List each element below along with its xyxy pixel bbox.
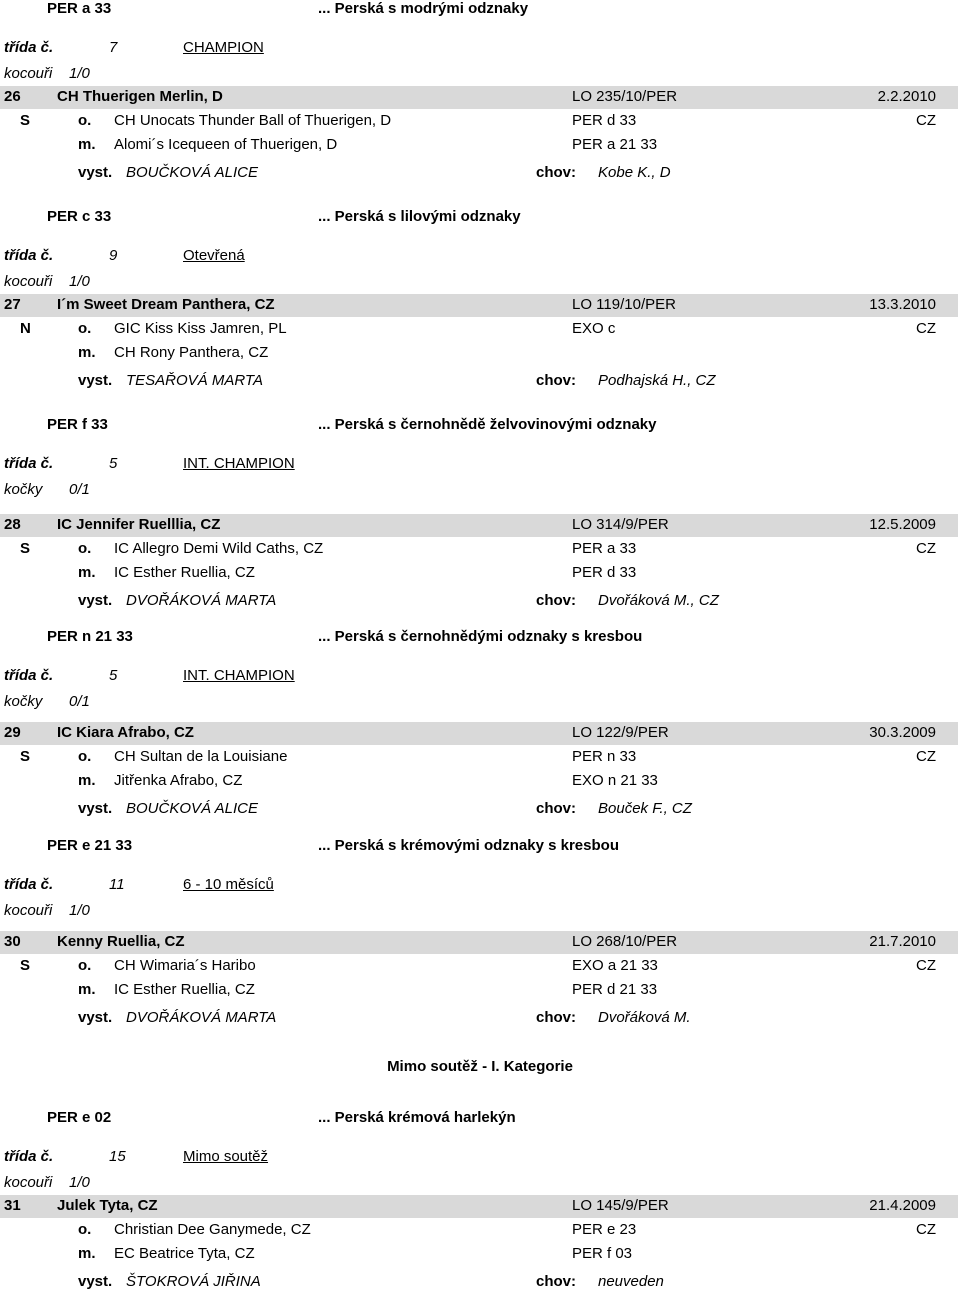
sex-label: kocouři (4, 273, 53, 290)
exhibitor-label: vyst. (78, 800, 113, 817)
country: CZ (916, 957, 936, 974)
breeder-label: chov: (536, 164, 577, 181)
breeder-name: Kobe K., D (598, 164, 671, 181)
country: CZ (916, 320, 936, 337)
father-label: o. (78, 957, 92, 974)
class-number: 11 (109, 876, 125, 893)
cat-name: I´m Sweet Dream Panthera, CZ (57, 296, 275, 313)
exhibitor-label: vyst. (78, 592, 113, 609)
father-code: PER a 33 (572, 540, 637, 557)
entry-count: 0/1 (69, 481, 90, 498)
birth-date: 12.5.2009 (869, 516, 936, 533)
breeder-label: chov: (536, 1273, 577, 1290)
exhibitor-name: ŠTOKROVÁ JIŘINA (126, 1273, 261, 1290)
sex-label: kočky (4, 693, 43, 710)
exhibitor-label: vyst. (78, 372, 113, 389)
cat-number: 27 (4, 296, 21, 313)
cat-mark: N (20, 320, 31, 337)
class-number: 5 (109, 667, 118, 684)
breed-code: PER f 33 (47, 416, 108, 433)
mother-code: PER d 21 33 (572, 981, 658, 998)
breed-description: ... Perská s černohnědými odznaky s kresbou (318, 628, 643, 645)
mother-name: Alomi´s Icequeen of Thuerigen, D (114, 136, 338, 153)
cat-number: 30 (4, 933, 21, 950)
exhibitor-label: vyst. (78, 1009, 113, 1026)
mother-label: m. (78, 564, 96, 581)
mother-code: PER f 03 (572, 1245, 633, 1262)
birth-date: 30.3.2009 (869, 724, 936, 741)
exhibitor-name: BOUČKOVÁ ALICE (126, 164, 258, 181)
father-name: GIC Kiss Kiss Jamren, PL (114, 320, 287, 337)
country: CZ (916, 748, 936, 765)
father-code: EXO c (572, 320, 616, 337)
breed-code: PER c 33 (47, 208, 112, 225)
class-number: 9 (109, 247, 118, 264)
father-name: CH Wimaria´s Haribo (114, 957, 256, 974)
class-name: INT. CHAMPION (183, 667, 295, 684)
country: CZ (916, 540, 936, 557)
mother-label: m. (78, 344, 96, 361)
mother-label: m. (78, 136, 96, 153)
cat-name: Kenny Ruellia, CZ (57, 933, 185, 950)
breed-code: PER e 02 (47, 1109, 112, 1126)
exhibitor-name: DVOŘÁKOVÁ MARTA (126, 592, 277, 609)
cat-number: 26 (4, 88, 21, 105)
class-label: třída č. (4, 667, 54, 684)
father-name: CH Sultan de la Louisiane (114, 748, 288, 765)
country: CZ (916, 1221, 936, 1238)
father-name: CH Unocats Thunder Ball of Thuerigen, D (114, 112, 392, 129)
cat-mark: S (20, 540, 31, 557)
exhibitor-name: TESAŘOVÁ MARTA (126, 372, 263, 389)
sex-label: kocouři (4, 65, 53, 82)
entry-count: 1/0 (69, 65, 90, 82)
mother-label: m. (78, 981, 96, 998)
mother-label: m. (78, 1245, 96, 1262)
registration-number: LO 235/10/PER (572, 88, 678, 105)
father-label: o. (78, 320, 92, 337)
class-name: Mimo soutěž (183, 1148, 269, 1165)
mother-code: PER a 21 33 (572, 136, 658, 153)
breeder-label: chov: (536, 1009, 577, 1026)
father-code: PER e 23 (572, 1221, 637, 1238)
mother-name: IC Esther Ruellia, CZ (114, 981, 255, 998)
entry-count: 1/0 (69, 902, 90, 919)
cat-name: IC Jennifer Ruelllia, CZ (57, 516, 221, 533)
sex-label: kočky (4, 481, 43, 498)
breeder-label: chov: (536, 372, 577, 389)
country: CZ (916, 112, 936, 129)
breed-code: PER n 21 33 (47, 628, 133, 645)
birth-date: 2.2.2010 (877, 88, 936, 105)
mother-name: EC Beatrice Tyta, CZ (114, 1245, 255, 1262)
sex-label: kocouři (4, 1174, 53, 1191)
sex-label: kocouři (4, 902, 53, 919)
entry-count: 1/0 (69, 1174, 90, 1191)
breeder-name: Dvořáková M. (598, 1009, 691, 1026)
cat-name: IC Kiara Afrabo, CZ (57, 724, 194, 741)
breeder-name: neuveden (598, 1273, 664, 1290)
class-number: 15 (109, 1148, 126, 1165)
class-name: CHAMPION (183, 39, 264, 56)
breed-description: ... Perská s krémovými odznaky s kresbou (318, 837, 619, 854)
father-label: o. (78, 748, 92, 765)
breeder-name: Podhajská H., CZ (598, 372, 716, 389)
breeder-name: Dvořáková M., CZ (598, 592, 719, 609)
father-label: o. (78, 112, 92, 129)
cat-mark: S (20, 112, 31, 129)
father-code: EXO a 21 33 (572, 957, 658, 974)
class-number: 5 (109, 455, 118, 472)
breeder-label: chov: (536, 592, 577, 609)
father-label: o. (78, 540, 92, 557)
registration-number: LO 122/9/PER (572, 724, 669, 741)
exhibitor-label: vyst. (78, 164, 113, 181)
birth-date: 21.4.2009 (869, 1197, 936, 1214)
class-label: třída č. (4, 455, 54, 472)
cat-name: Julek Tyta, CZ (57, 1197, 158, 1214)
class-name: 6 - 10 měsíců (183, 876, 274, 893)
cat-number: 29 (4, 724, 21, 741)
mother-name: IC Esther Ruellia, CZ (114, 564, 255, 581)
father-code: PER n 33 (572, 748, 637, 765)
mother-label: m. (78, 772, 96, 789)
mother-name: Jitřenka Afrabo, CZ (114, 772, 243, 789)
birth-date: 21.7.2010 (869, 933, 936, 950)
cat-mark: S (20, 748, 31, 765)
registration-number: LO 314/9/PER (572, 516, 669, 533)
class-label: třída č. (4, 39, 54, 56)
mother-name: CH Rony Panthera, CZ (114, 344, 269, 361)
mother-code: EXO n 21 33 (572, 772, 658, 789)
cat-number: 31 (4, 1197, 21, 1214)
breeder-name: Bouček F., CZ (598, 800, 692, 817)
category-heading: Mimo soutěž - I. Kategorie (387, 1058, 573, 1075)
cat-name: CH Thuerigen Merlin, D (57, 88, 223, 105)
registration-number: LO 268/10/PER (572, 933, 678, 950)
class-number: 7 (109, 39, 118, 56)
class-label: třída č. (4, 247, 54, 264)
birth-date: 13.3.2010 (869, 296, 936, 313)
class-name: Otevřená (183, 247, 245, 264)
father-name: IC Allegro Demi Wild Caths, CZ (114, 540, 324, 557)
father-name: Christian Dee Ganymede, CZ (114, 1221, 311, 1238)
cat-mark: S (20, 957, 31, 974)
class-label: třída č. (4, 1148, 54, 1165)
breed-description: ... Perská s černohnědě želvovinovými odznaky (318, 416, 657, 433)
class-label: třída č. (4, 876, 54, 893)
registration-number: LO 145/9/PER (572, 1197, 669, 1214)
father-label: o. (78, 1221, 92, 1238)
cat-number: 28 (4, 516, 21, 533)
breed-description: ... Perská s modrými odznaky (318, 0, 529, 17)
entry-count: 0/1 (69, 693, 90, 710)
father-code: PER d 33 (572, 112, 637, 129)
exhibitor-name: BOUČKOVÁ ALICE (126, 800, 258, 817)
breed-description: ... Perská krémová harlekýn (318, 1109, 516, 1126)
exhibitor-label: vyst. (78, 1273, 113, 1290)
breed-description: ... Perská s lilovými odznaky (318, 208, 521, 225)
entry-count: 1/0 (69, 273, 90, 290)
exhibitor-name: DVOŘÁKOVÁ MARTA (126, 1009, 277, 1026)
mother-code: PER d 33 (572, 564, 637, 581)
registration-number: LO 119/10/PER (572, 296, 676, 313)
breeder-label: chov: (536, 800, 577, 817)
breed-code: PER a 33 (47, 0, 112, 17)
breed-code: PER e 21 33 (47, 837, 133, 854)
class-name: INT. CHAMPION (183, 455, 295, 472)
